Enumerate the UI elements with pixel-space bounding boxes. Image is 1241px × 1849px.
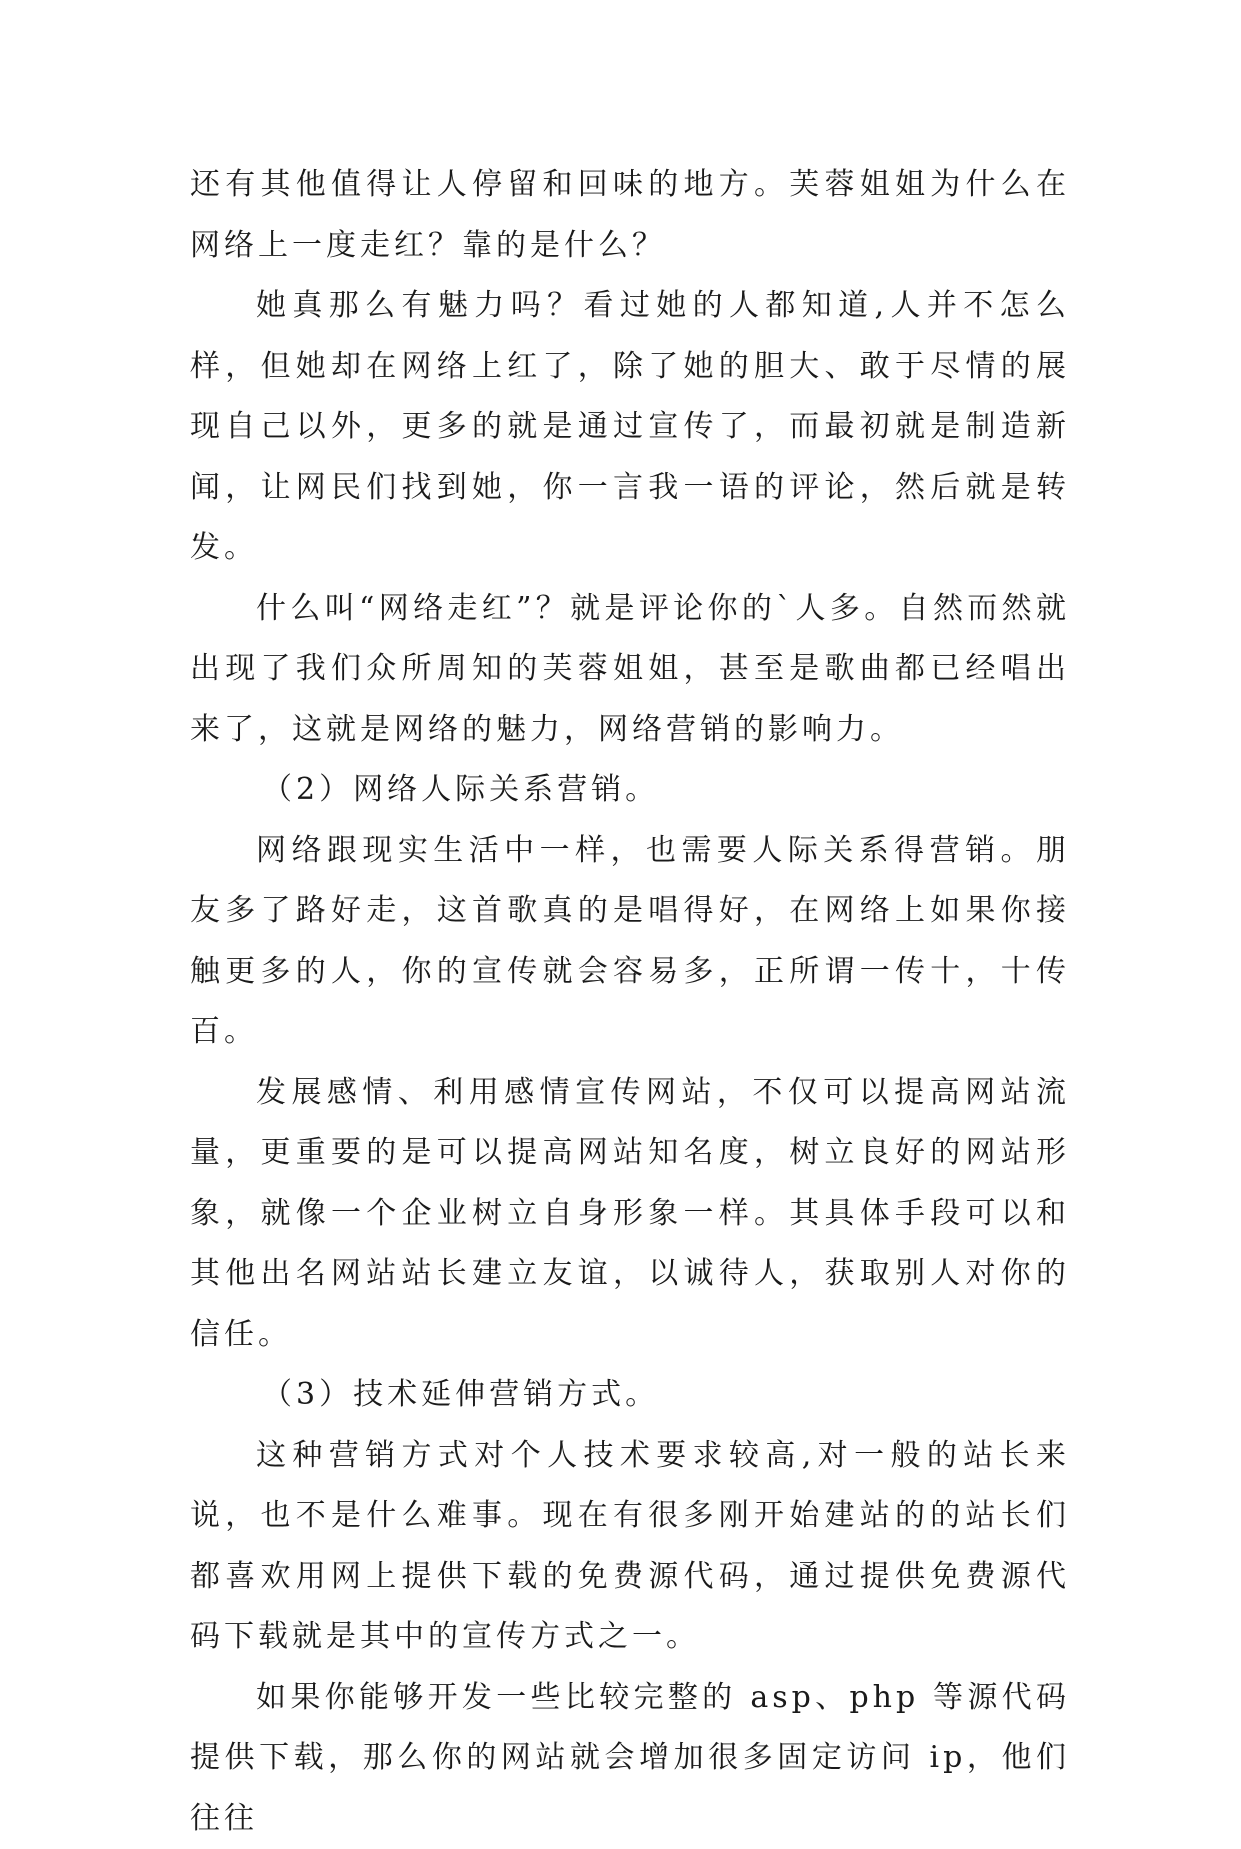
section-heading: （3）技术延伸营销方式。 — [190, 1365, 1070, 1426]
paragraph: 她真那么有魅力吗？看过她的人都知道,人并不怎么样，但她却在网络上红了，除了她的胆大、敢于尽情的展现自己以外，更多的就是通过宣传了，而最初就是制造新闻，让网民们找到她，你一言我一语的评论，然后就是转发。 — [190, 276, 1070, 579]
paragraph: 什么叫“网络走红”？就是评论你的`人多。自然而然就出现了我们众所周知的芙蓉姐姐，甚至是歌曲都已经唱出来了，这就是网络的魅力，网络营销的影响力。 — [190, 579, 1070, 761]
paragraph: 网络跟现实生活中一样，也需要人际关系得营销。朋友多了路好走，这首歌真的是唱得好，在网络上如果你接触更多的人，你的宣传就会容易多，正所谓一传十，十传百。 — [190, 821, 1070, 1063]
paragraph: 还有其他值得让人停留和回味的地方。芙蓉姐姐为什么在网络上一度走红？靠的是什么？ — [190, 155, 1070, 276]
document-body — [190, 155, 1070, 1849]
section-heading: （2）网络人际关系营销。 — [190, 760, 1070, 821]
paragraph: 这种营销方式对个人技术要求较高,对一般的站长来说，也不是什么难事。现在有很多刚开始建站的的站长们都喜欢用网上提供下载的免费源代码，通过提供免费源代码下载就是其中的宣传方式之一。 — [190, 1426, 1070, 1668]
paragraph: 发展感情、利用感情宣传网站，不仅可以提高网站流量，更重要的是可以提高网站知名度，树立良好的网站形象，就像一个企业树立自身形象一样。其具体手段可以和其他出名网站站长建立友谊，以诚待人，获取别人对你的信任。 — [190, 1063, 1070, 1366]
paragraph: 如果你能够开发一些比较完整的 asp、php 等源代码提供下载，那么你的网站就会增加很多固定访问 ip，他们往往 — [190, 1668, 1070, 1849]
